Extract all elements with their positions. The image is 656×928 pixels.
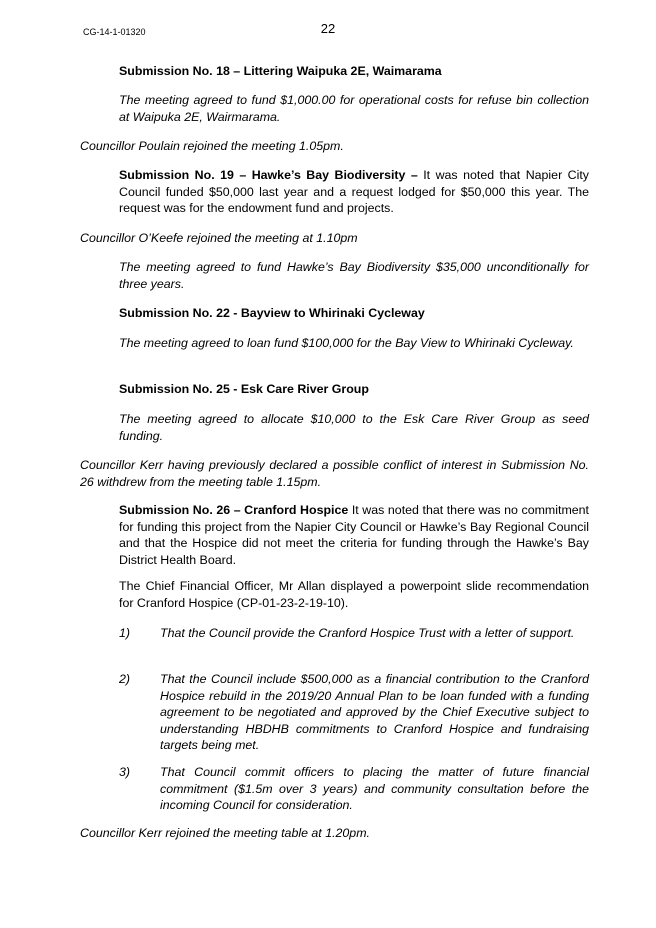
document-reference: CG-14-1-01320 [83, 27, 146, 37]
attendance-note-okeefe: Councillor O’Keefe rejoined the meeting at 1.10pm [80, 231, 358, 245]
submission-26-heading: Submission No. 26 – Cranford Hospice [119, 503, 349, 517]
submission-19-paragraph [119, 167, 589, 217]
submission-25-heading: Submission No. 25 - Esk Care River Group [119, 382, 369, 396]
submission-25-resolution: The meeting agreed to allocate $10,000 to the Esk Care River Group as seed funding. [119, 412, 589, 443]
submission-19-body: It was noted that Napier City Council funded $50,000 last year and a request lodged for $50,000 this year. The request was for the endowment fund and projects. [119, 168, 589, 216]
submission-18-heading: Submission No. 18 – Littering Waipuka 2E, Waimarama [119, 64, 442, 78]
recommendation-number: 3) [119, 765, 131, 779]
recommendation-number: 2) [119, 672, 131, 686]
submission-19-heading: Submission No. 19 – Hawke’s Bay Biodiversity – [119, 168, 418, 182]
recommendation-number: 1) [119, 626, 131, 640]
attendance-note-kerr-rejoined: Councillor Kerr rejoined the meeting table at 1.20pm. [80, 826, 370, 840]
submission-22-resolution: The meeting agreed to loan fund $100,000 for the Bay View to Whirinaki Cycleway. [119, 336, 574, 350]
submission-26-paragraph [119, 502, 589, 568]
recommendation-text: That Council commit officers to placing the matter of future financial commitment ($1.5m over 3 years) and community consultation before the incoming Council for consideration. [160, 765, 589, 813]
recommendation-text: That the Council provide the Cranford Hospice Trust with a letter of support. [160, 626, 575, 640]
submission-26-body: It was noted that there was no commitment for funding this project from the Napier City Council or Hawke’s Bay Regional Council and that the Hospice did not meet the criteria for funding through the Hawke’s Bay District Health Board. [119, 503, 589, 567]
submission-19-resolution: The meeting agreed to fund Hawke’s Bay Biodiversity $35,000 unconditionally for three years. [119, 260, 589, 291]
submission-22-heading: Submission No. 22 - Bayview to Whirinaki Cycleway [119, 306, 425, 320]
conflict-of-interest-note: Councillor Kerr having previously declared a possible conflict of interest in Submission No. 26 withdrew from the meeting table 1.15pm. [80, 458, 589, 489]
page-number: 22 [320, 21, 336, 36]
cfo-presentation-note: The Chief Financial Officer, Mr Allan displayed a powerpoint slide recommendation for Cranford Hospice (CP-01-23-2-19-10). [119, 579, 589, 610]
attendance-note-poulain: Councillor Poulain rejoined the meeting 1.05pm. [80, 139, 344, 153]
recommendation-text: That the Council include $500,000 as a financial contribution to the Cranford Hospice rebuild in the 2019/20 Annual Plan to be loan funded with a funding agreement to be negotiated and approved by the Chief Executive subject to understanding HBDHB commitments to Cranford Hospice and fundraising targets being met. [160, 672, 589, 753]
submission-18-resolution: The meeting agreed to fund $1,000.00 for operational costs for refuse bin collection at Waipuka 2E, Wairmarama. [119, 93, 589, 124]
